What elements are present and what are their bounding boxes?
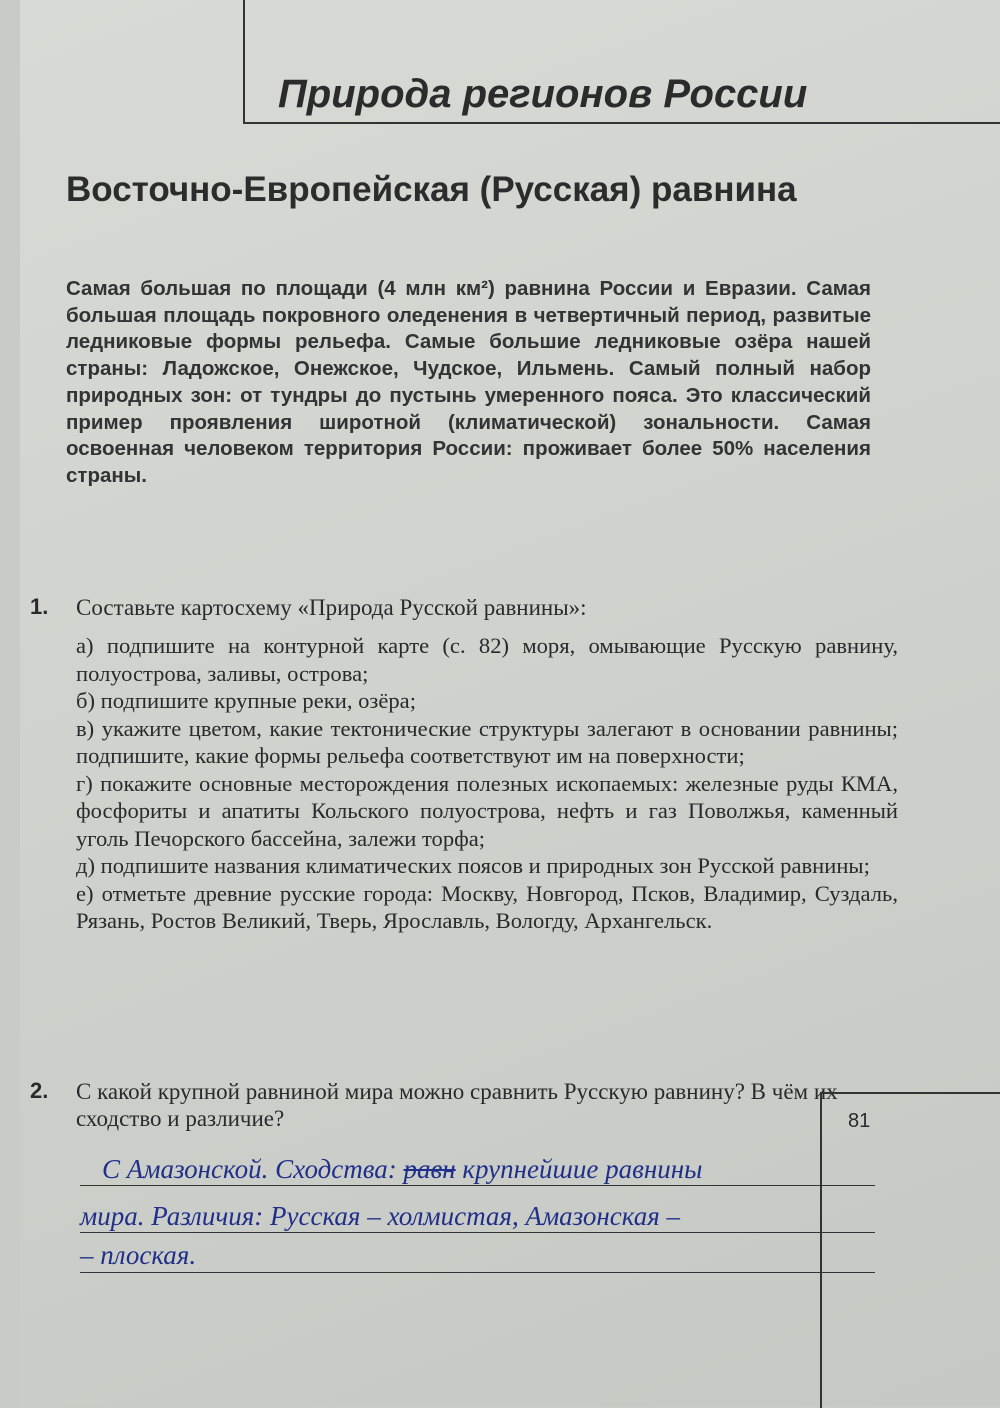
task-item: г) покажите основные месторождения полезных ископаемых: железные руды КМА, фосфориты и апатиты Кольского полуострова, нефть и газ Поволжья, каменный уголь Печорского бассейна, залежи торфа; xyxy=(76,770,898,851)
task-question: Составьте картосхему «Природа Русской равнины»: xyxy=(76,595,587,620)
task-item: е) отметьте древние русские города: Москву, Новгород, Псков, Владимир, Суздаль, Рязань, Ростов Великий, Тверь, Ярославль, Вологду, Архангельск. xyxy=(76,880,898,933)
task-number: 1. xyxy=(30,594,49,619)
section-title: Природа регионов России xyxy=(278,72,808,116)
answer-line-1: С Амазонской. Сходства: равн крупнейшие равнины xyxy=(102,1154,703,1184)
page-title: Восточно-Европейская (Русская) равнина xyxy=(66,170,797,209)
task-question: С какой крупной равниной мира можно сравнить Русскую равнину? В чём их сходство и различие? xyxy=(76,1079,838,1131)
task-item: д) подпишите названия климатических поясов и природных зон Русской равнины; xyxy=(76,853,870,878)
intro-text: Самая большая по площади (4 млн км²) равнина России и Евразии. Самая большая площадь покровного оледенения в четвертичный период, развитые ледниковые формы рельефа. Самые большие ледниковые озёра нашей страны: Ладожское, Онежское, Чудское, Ильмень. Самый полный набор природных зон: от тундры до пустынь умеренного пояса. Это классический пример проявления широтной (климатической) зональности. Самая освоенная человеком территория России: проживает более 50% населения страны. xyxy=(66,277,871,487)
answer-line-2: мира. Различия: Русская – холмистая, Амазонская – xyxy=(80,1201,680,1231)
task-item: в) укажите цветом, какие тектонические структуры залегают в основании равнины; подпишите, какие формы рельефа соответствуют им на поверхности; xyxy=(76,715,898,768)
page-number-box xyxy=(820,1092,1000,1408)
task-number: 2. xyxy=(30,1078,49,1103)
answer-line xyxy=(80,1232,875,1233)
task-item: а) подпишите на контурной карте (с. 82) моря, омывающие Русскую равнину, полуострова, заливы, острова; xyxy=(76,633,898,686)
answer-line xyxy=(80,1272,875,1273)
answer-line xyxy=(80,1185,875,1186)
answer-line-3: – плоская. xyxy=(80,1240,197,1270)
task-items xyxy=(76,632,898,935)
task-item: б) подпишите крупные реки, озёра; xyxy=(76,688,416,713)
page-number: 81 xyxy=(848,1110,871,1132)
